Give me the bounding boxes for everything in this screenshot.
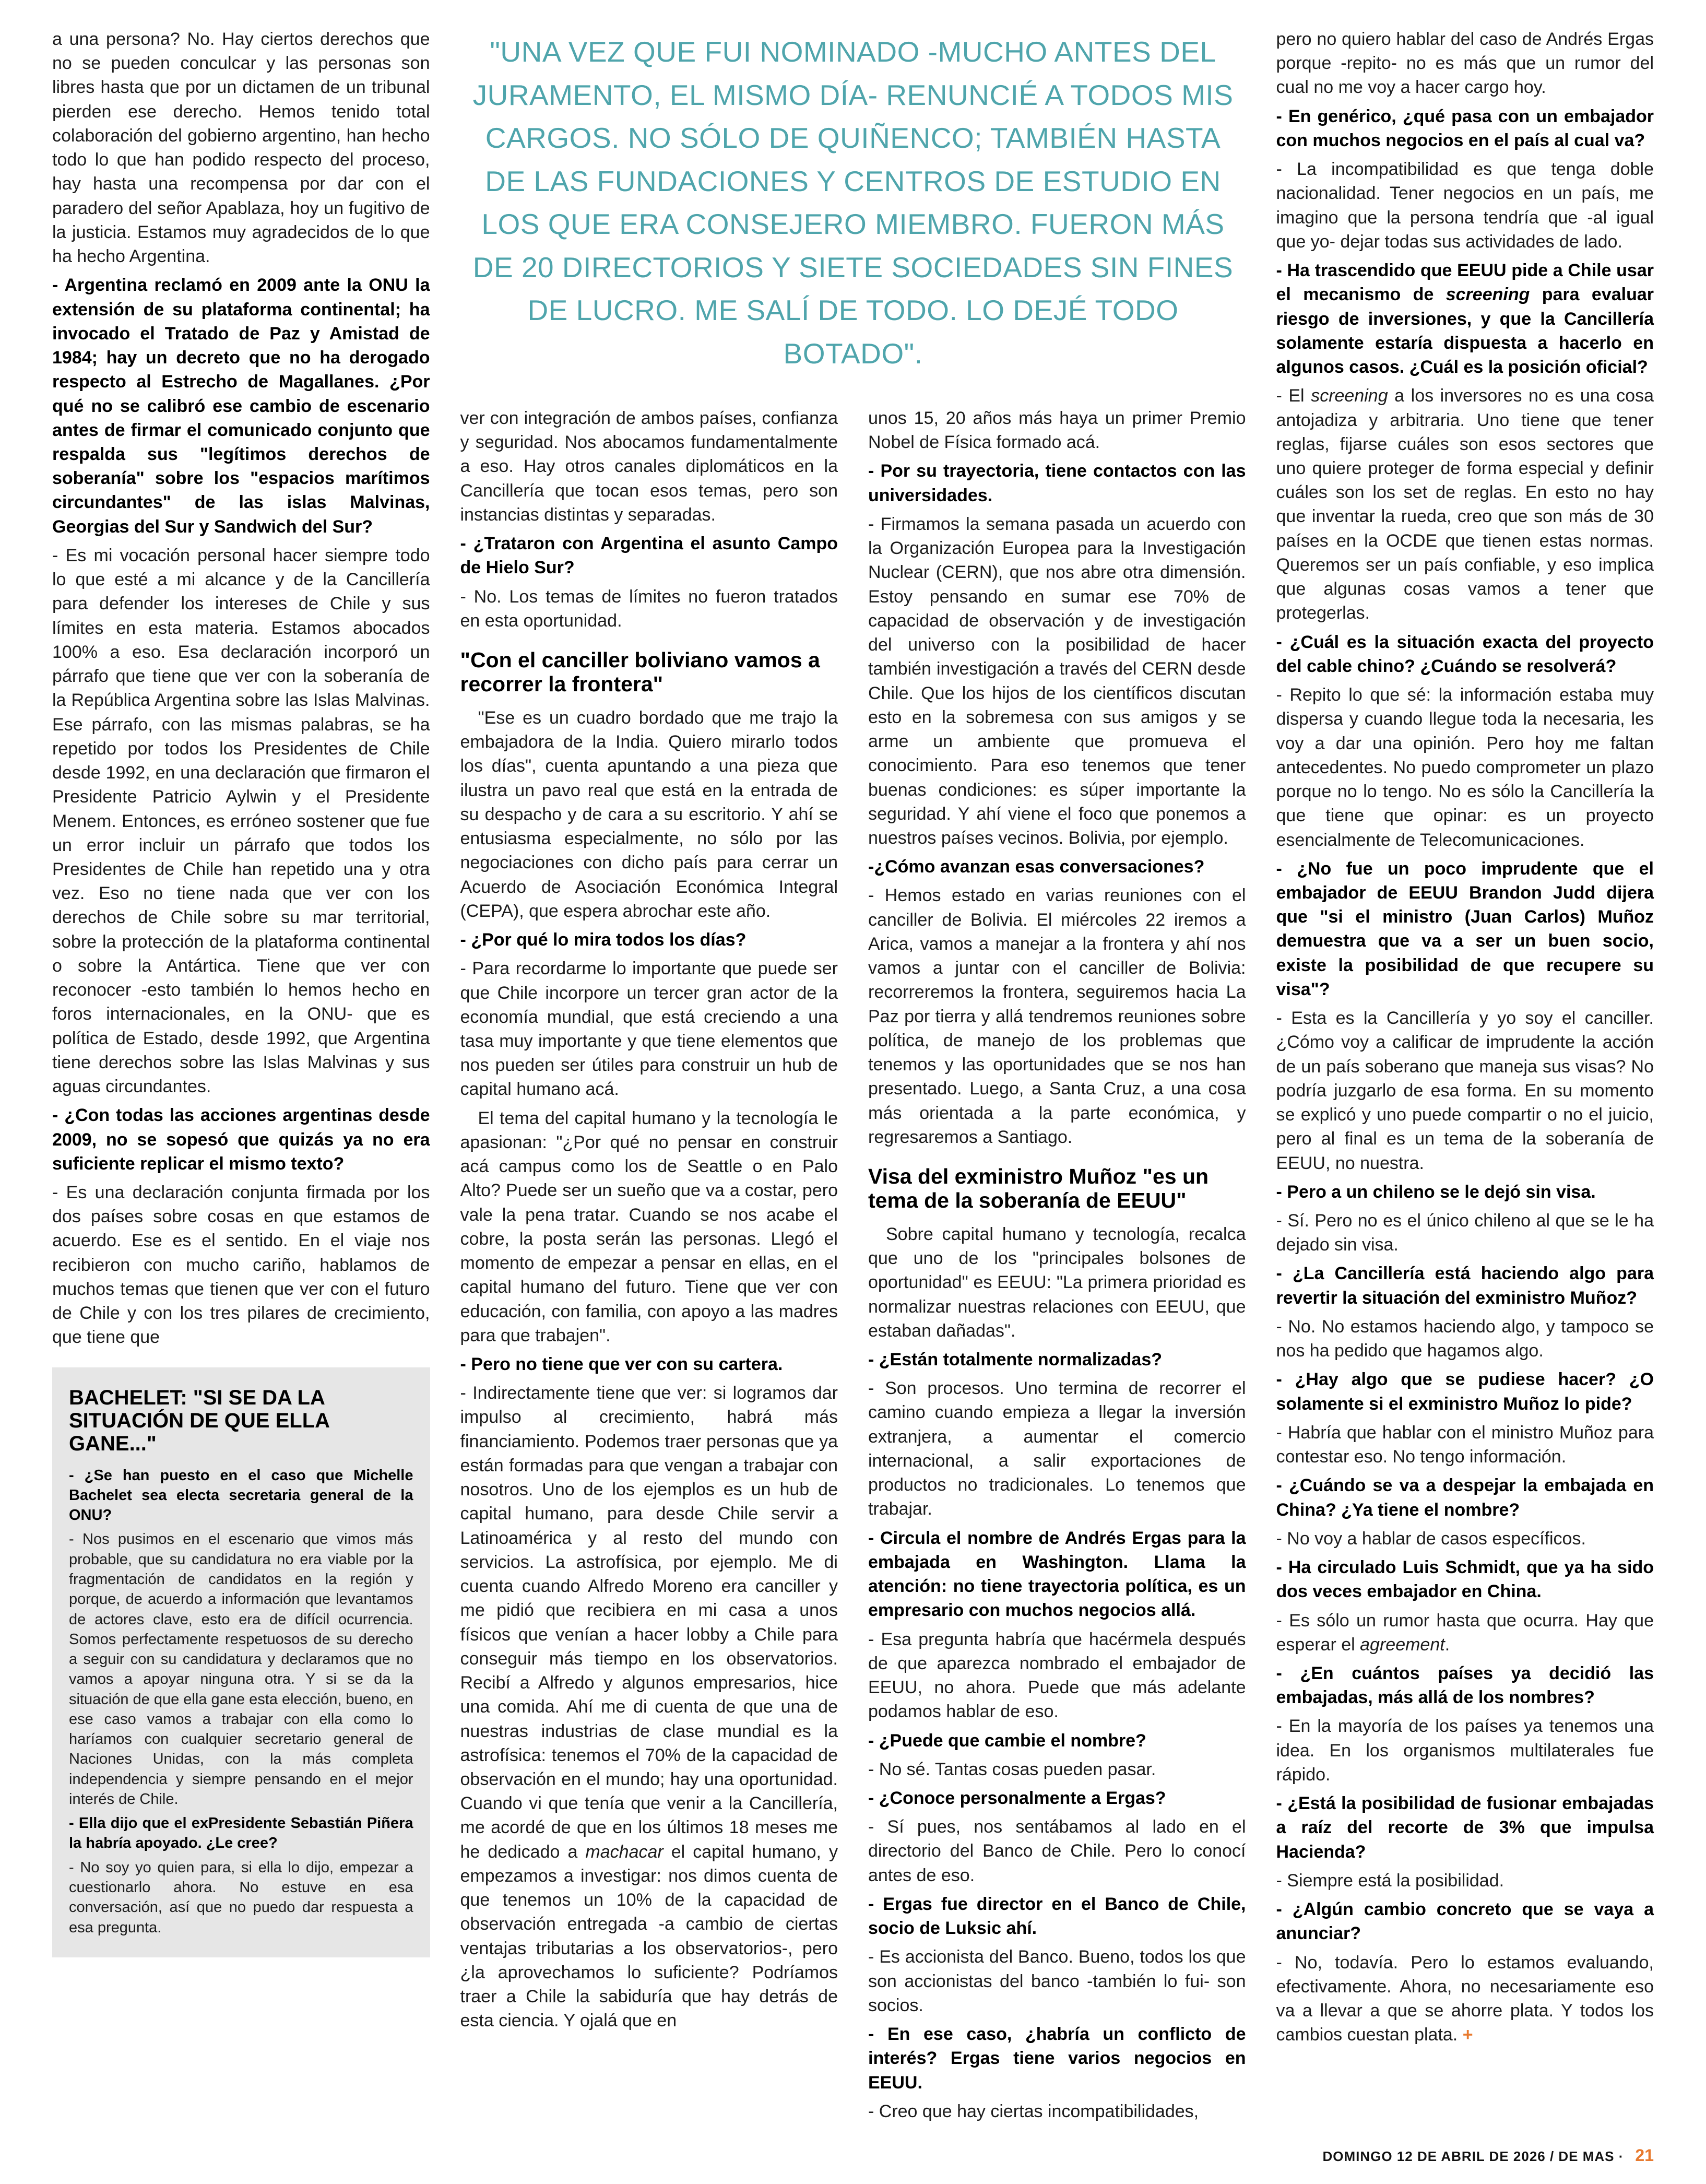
answer-paragraph: - Nos pusimos en el escenario que vimos más probable, que su candidatura no era viable por la fragmentación de candidatos en la región y porque, de acuerdo a información que levantamos de actores clave, esto era de difícil ocurrencia. Somos perfectamente respetuosos de su derecho a seguir con su candidatura y declaramos que no vamos a apoyar ninguna otra. Y si se da la situación de que ella gane esta elección, bueno, en ese caso vamos a trabajar con ella como lo haríamos con cualquier secretario general de Naciones Unidas, con la más completa independencia y siempre pensando en el mejor interés de Chile. bbox=[69, 1531, 413, 1808]
answer-paragraph: - Sí. Pero no es el único chileno al que se le ha dejado sin visa. bbox=[1276, 1211, 1654, 1255]
answer-paragraph: - Esa pregunta habría que hacérmela después de que aparezca nombrado el embajador de EEUU, no ahora. Puede que más adelante podamos hablar de eso. bbox=[868, 1629, 1246, 1722]
footer-dateline: DOMINGO 12 DE ABRIL DE 2026 / DE MAS · bbox=[1322, 2148, 1624, 2165]
question-paragraph: - ¿Hay algo que se pudiese hacer? ¿O solamente si el exministro Muñoz lo pide? bbox=[1276, 1370, 1654, 1414]
answer-paragraph: - El screening a los inversores no es una cosa antojadiza y arbitraria. Uno tiene que tener reglas, fijarse cuáles son esos sectores que uno quiere proteger de forma especial y definir cuáles son los set de reglas. En esto no hay que inventar la rueda, creo que son más de 30 países en la OCDE que tienen estas normas. Queremos ser un país confiable, y eso implica que algunas cosas vamos a tener que protegerlas. bbox=[1276, 386, 1654, 623]
answer-paragraph: a una persona? No. Hay ciertos derechos que no se pueden conculcar y las personas son libres hasta que por un dictamen de un tribunal pierden ese derecho. Hemos tenido total colaboración del gobierno argentino, han hecho todo lo que han podido respecto del proceso, hay hasta una recompensa por dar con el paradero del señor Apablaza, hoy un fugitivo de la justicia. Estamos muy agradecidos de lo que ha hecho Argentina. bbox=[52, 29, 430, 267]
question-paragraph: - Circula el nombre de Andrés Ergas para la embajada en Washington. Llama la atención: no tiene trayectoria política, es un empresario con muchos negocios allá. bbox=[868, 1528, 1246, 1621]
answer-paragraph: - Son procesos. Uno termina de recorrer el camino cuando empieza a llegar la inversión extranjera, a aumentar el comercio internacional, a salir exportaciones de productos no tradicionales. Lo tenemos que trabajar. bbox=[868, 1378, 1246, 1519]
answer-paragraph: pero no quiero hablar del caso de Andrés Ergas porque -repito- no es más que un rumor del cual no me voy a hacer cargo hoy. bbox=[1276, 29, 1654, 98]
question-paragraph: - ¿Cuándo se va a despejar la embajada en China? ¿Ya tiene el nombre? bbox=[1276, 1475, 1654, 1520]
answer-paragraph: ver con integración de ambos países, confianza y seguridad. Nos abocamos fundamentalmente a eso. Hay otros canales diplomáticos en la Cancillería que tocan esos temas, pero son instancias distintas y separadas. bbox=[460, 408, 838, 525]
question-paragraph: - En genérico, ¿qué pasa con un embajador con muchos negocios en el país al cual va? bbox=[1276, 106, 1654, 150]
question-paragraph: - ¿Algún cambio concreto que se vaya a anunciar? bbox=[1276, 1899, 1654, 1944]
answer-paragraph: - Para recordarme lo importante que puede ser que Chile incorpore un tercer gran actor de la economía mundial, que está creciendo a una tasa muy importante y que tiene elementos que nos pueden ser útiles para construir un hub de capital humano acá. bbox=[460, 959, 838, 1100]
answer-paragraph: - Esta es la Cancillería y yo soy el canciller. ¿Cómo voy a calificar de imprudente la acción de un país soberano que maneja sus visas? No podría juzgarlo de esa forma. En su momento se explicó y uno puede compartir o no el juicio, pero al final es un tema de la soberanía de EEUU, no nuestra. bbox=[1276, 1008, 1654, 1173]
question-paragraph: - Por su trayectoria, tiene contactos con las universidades. bbox=[868, 461, 1246, 505]
answer-paragraph: - No voy a hablar de casos específicos. bbox=[1276, 1528, 1586, 1549]
answer-paragraph: - Es una declaración conjunta firmada por los dos países sobre cosas en que estamos de acuerdo. Ese es el sentido. En el viaje nos recibieron con mucho cariño, hablamos de muchos temas que tienen que ver con el futuro de Chile y con los tres pilares de crecimiento, que tiene que bbox=[52, 1183, 430, 1348]
question-paragraph: - Pero a un chileno se le dejó sin visa. bbox=[1276, 1182, 1596, 1202]
question-paragraph: - Ha circulado Luis Schmidt, que ya ha sido dos veces embajador en China. bbox=[1276, 1557, 1654, 1602]
question-paragraph: - ¿Se han puesto en el caso que Michelle Bachelet sea electa secretaria general de la ONU? bbox=[69, 1467, 413, 1524]
question-paragraph: - ¿Conoce personalmente a Ergas? bbox=[868, 1788, 1166, 1808]
question-paragraph: - ¿Puede que cambie el nombre? bbox=[868, 1730, 1146, 1751]
answer-paragraph: - En la mayoría de los países ya tenemos una idea. En los organismos multilaterales fue rápido. bbox=[1276, 1716, 1654, 1785]
column-1-text bbox=[52, 27, 430, 1350]
article-end-mark: + bbox=[1458, 2025, 1473, 2045]
question-paragraph: -¿Cómo avanzan esas conversaciones? bbox=[868, 857, 1205, 877]
question-paragraph: - ¿Por qué lo mira todos los días? bbox=[460, 930, 747, 950]
question-paragraph: - ¿Cuál es la situación exacta del proyecto del cable chino? ¿Cuándo se resolverá? bbox=[1276, 632, 1654, 676]
narrative-paragraph: "Ese es un cuadro bordado que me trajo la embajadora de la India. Quiero mirarlo todos los días", cuenta apuntando a una pieza que ilustra un pavo real que está en la entrada de su despacho y de cara a su escritorio. Y ahí se entusiasma especialmente, no sólo por las negociaciones con dicho país para cerrar un Acuerdo de Asociación Económica Integral (CEPA), que espera abrochar este año. bbox=[460, 707, 838, 921]
answer-paragraph: - Repito lo que sé: la información estaba muy dispersa y cuando llegue toda la necesaria, les voy a dar una opinión. Pero hoy me faltan antecedentes. No puedo comprometer un plazo porque no lo tengo. No es sólo la Cancillería la que tiene que opinar: es un proyecto esencialmente de Telecomunicaciones. bbox=[1276, 685, 1654, 850]
question-paragraph: - Ella dijo que el exPresidente Sebastián Piñera la habría apoyado. ¿Le cree? bbox=[69, 1815, 413, 1852]
section-heading: "Con el canciller boliviano vamos a recorrer la frontera" bbox=[460, 648, 820, 696]
question-paragraph: - ¿Trataron con Argentina el asunto Campo de Hielo Sur? bbox=[460, 534, 838, 578]
section-heading: Visa del exministro Muñoz "es un tema de la soberanía de EEUU" bbox=[868, 1164, 1209, 1212]
article-grid bbox=[52, 27, 1654, 2128]
answer-paragraph: unos 15, 20 años más haya un primer Premio Nobel de Física formado acá. bbox=[868, 408, 1246, 453]
answer-paragraph: - Siempre está la posibilidad. bbox=[1276, 1870, 1504, 1891]
bachelet-box-title: BACHELET: "SI SE DA LA SITUACIÓN DE QUE ELLA GANE..." bbox=[69, 1386, 329, 1455]
question-paragraph: - ¿No fue un poco imprudente que el embajador de EEUU Brandon Judd dijera que "si el ministro (Juan Carlos) Muñoz demuestra que va a ser un buen socio, existe la posibilidad de que recupere su visa"? bbox=[1276, 858, 1654, 999]
answer-paragraph: - No sé. Tantas cosas pueden pasar. bbox=[868, 1759, 1156, 1779]
answer-paragraph: - Es sólo un rumor hasta que ocurra. Hay que esperar el agreement. bbox=[1276, 1610, 1654, 1655]
narrative-paragraph: El tema del capital humano y la tecnología le apasionan: "¿Por qué no pensar en construir acá campus como los de Seattle o en Palo Alto? Puede ser un sueño que va a costar, pero vale la pena tratar. Cuando se nos acabe el cobre, la posta serán las personas. Llegó el momento de empezar a pensar en ellas, en el capital humano del futuro. Tiene que ver con educación, con familia, con apoyo a las madres para que trabajen". bbox=[460, 1108, 838, 1345]
answer-paragraph: - La incompatibilidad es que tenga doble nacionalidad. Tener negocios en un país, me imagino que la persona tendría que -al igual que yo- dejar todas sus actividades de lado. bbox=[1276, 159, 1654, 252]
pull-quote-region bbox=[460, 27, 1246, 406]
question-paragraph: - ¿Con todas las acciones argentinas desde 2009, no se sopesó que quizás ya no era suficiente replicar el mismo texto? bbox=[52, 1105, 430, 1174]
answer-paragraph: - Indirectamente tiene que ver: si logramos dar impulso al crecimiento, habrá más financiamiento. Podemos traer personas que ya están formadas para que vengan a trabajar con nosotros. Uno de los ejemplos es un hub de capital humano, para desde Chile servir a Latinoamérica y al resto del mundo con servicios. La astrofísica, por ejemplo. Me di cuenta cuando Alfredo Moreno era canciller y me pidió que recibiera en mi casa a unos físicos que venían a hacer lobby a Chile para conseguir más tiempo en los observatorios. Recibí a Alfredo y algunos empresarios, hice una comida. Ahí me di cuenta de que una de nuestras industrias de clase mundial es la astrofísica: tenemos el 70% de la capacidad de observación en el mundo; hay una oportunidad. Cuando vi que tenía que venir a la Cancillería, me acordé de que en los últimos 18 meses me he dedicado a machacar el capital humano, y empezamos a investigar: nos dimos cuenta de que tenemos un 10% de la capacidad de observación entregada -a cambio de ciertas ventajas tributarias a los observatorios-, pero ¿la aprovechamos lo suficiente? Podríamos traer a Chile la sabiduría que hay detrás de esta ciencia. Y ojalá que en bbox=[460, 1383, 838, 2031]
answer-paragraph: - Es mi vocación personal hacer siempre todo lo que esté a mi alcance y de la Cancillería para defender los intereses de Chile y sus límites en esta materia. Estamos abocados 100% a eso. Esa declaración incorporó un párrafo que tiene que ver con la soberanía de la República Argentina sobre las Islas Malvinas. Ese párrafo, con las mismas palabras, se ha repetido por todos los Presidentes de Chile desde 1992, en una declaración que firmaron el Presidente Patricio Aylwin y el Presidente Menem. Entonces, es erróneo sostener que fue un error incluir un párrafo que todos los Presidentes de Chile han repetido una y otra vez. Eso no tiene nada que ver con los derechos de Chile sobre su mar territorial, sobre la protección de la plataforma continental o sobre la Antártica. Tiene que ver con reconocer -esto también lo hemos hecho en foros internacionales, en la ONU- que es política de Estado, desde 1992, que Argentina tiene derechos sobre las Islas Malvinas y sus aguas circundantes. bbox=[52, 545, 430, 1097]
question-paragraph: - ¿Está la posibilidad de fusionar embajadas a raíz del recorte de 3% que impulsa Hacienda? bbox=[1276, 1793, 1654, 1862]
footer-page-number: 21 bbox=[1635, 2146, 1654, 2165]
column-4 bbox=[1276, 27, 1654, 2128]
answer-paragraph: - Es accionista del Banco. Bueno, todos los que son accionistas del banco -también lo fui- son socios. bbox=[868, 1947, 1246, 2015]
column-2 bbox=[460, 406, 838, 2128]
question-paragraph: - Pero no tiene que ver con su cartera. bbox=[460, 1354, 783, 1375]
answer-paragraph: - Firmamos la semana pasada un acuerdo con la Organización Europea para la Investigación Nuclear (CERN), que nos abre otra dimensión. Estoy pensando en sumar ese 70% de capacidad de observación y de investigación del universo con la posibilidad de hacer también investigación a través del CERN desde Chile. Que los hijos de los científicos discutan esto en la sobremesa con sus amigos y se arme un ambiente que promueva el conocimiento. Para eso tenemos que tener buenas condiciones: es súper importante la seguridad. Y ahí viene el foco que ponemos a nuestros países vecinos. Bolivia, por ejemplo. bbox=[868, 514, 1246, 848]
narrative-paragraph: Sobre capital humano y tecnología, recalca que uno de los "principales bolsones de oportunidad" es EEUU: "La primera prioridad es normalizar nuestras relaciones con EEUU, que estaban dañadas". bbox=[868, 1224, 1246, 1341]
column-1 bbox=[52, 27, 430, 2128]
question-paragraph: - ¿Están totalmente normalizadas? bbox=[868, 1350, 1162, 1370]
answer-paragraph: - No, todavía. Pero lo estamos evaluando, efectivamente. Ahora, no necesariamente eso va a llevar a que se ahorre plata. Y todos los cambios cuestan plata. + bbox=[1276, 1952, 1654, 2045]
question-paragraph: - Argentina reclamó en 2009 ante la ONU la extensión de su plataforma continental; ha invocado el Tratado de Paz y Amistad de 1984; hay un decreto que no ha derogado respecto al Estrecho de Magallanes. ¿Por qué no se calibró ese cambio de escenario antes de firmar el comunicado conjunto que respalda sus "legítimos derechos de soberanía" sobre los "espacios marítimos circundantes" de las islas Malvinas, Georgias del Sur y Sandwich del Sur? bbox=[52, 275, 430, 537]
answer-paragraph: - Habría que hablar con el ministro Muñoz para contestar eso. No tengo información. bbox=[1276, 1422, 1654, 1467]
pull-quote: "UNA VEZ QUE FUI NOMINADO -MUCHO ANTES DEL JURAMENTO, EL MISMO DÍA- RENUNCIÉ A TODOS MIS CARGOS. NO SÓLO DE QUIÑENCO; TAMBIÉN HASTA DE LAS FUNDACIONES Y CENTROS DE ESTUDIO EN LOS QUE ERA CONSEJERO MIEMBRO. FUERON MÁS DE 20 DIRECTORIOS Y SIETE SOCIEDADES SIN FINES DE LUCRO. ME SALÍ DE TODO. LO DEJÉ TODO BOTADO". bbox=[472, 36, 1234, 370]
answer-paragraph: - No soy yo quien para, si ella lo dijo, empezar a cuestionarlo ahora. No estuve en esa conversación, así que no puedo dar respuesta a esa pregunta. bbox=[69, 1859, 413, 1936]
column-3 bbox=[868, 406, 1246, 2128]
bachelet-box-text bbox=[69, 1466, 413, 1938]
question-paragraph: - Ergas fue director en el Banco de Chile, socio de Luksic ahí. bbox=[868, 1894, 1246, 1939]
bachelet-box bbox=[52, 1367, 430, 1957]
question-paragraph: - En ese caso, ¿habría un conflicto de interés? Ergas tiene varios negocios en EEUU. bbox=[868, 2024, 1246, 2093]
page-footer bbox=[52, 2146, 1654, 2165]
answer-paragraph: - Sí pues, nos sentábamos al lado en el directorio del Banco de Chile. Pero lo conocí antes de eso. bbox=[868, 1817, 1246, 1885]
question-paragraph: - ¿En cuántos países ya decidió las embajadas, más allá de los nombres? bbox=[1276, 1663, 1654, 1708]
answer-paragraph: - No. Los temas de límites no fueron tratados en esta oportunidad. bbox=[460, 586, 838, 631]
answer-paragraph: - No. No estamos haciendo algo, y tampoco se nos ha pedido que hagamos algo. bbox=[1276, 1316, 1654, 1361]
answer-paragraph: - Creo que hay ciertas incompatibilidades, bbox=[868, 2101, 1199, 2121]
question-paragraph: - Ha trascendido que EEUU pide a Chile usar el mecanismo de screening para evaluar riesgo de inversiones, y que la Cancillería solamente estaría dispuesta a hacerlo en algunos casos. ¿Cuál es la posición oficial? bbox=[1276, 261, 1654, 377]
question-paragraph: - ¿La Cancillería está haciendo algo para revertir la situación del exministro Muñoz? bbox=[1276, 1264, 1654, 1308]
answer-paragraph: - Hemos estado en varias reuniones con el canciller de Bolivia. El miércoles 22 iremos a Arica, vamos a manejar a la frontera y ahí nos vamos a juntar con el canciller de Bolivia: recorreremos la frontera, seguiremos hacia La Paz por tierra y allá tendremos reuniones sobre política, de manejo de los problemas que tenemos y las oportunidades que se nos han presentado. Luego, a Santa Cruz, a una cosa más orientada a la parte económica, y regresaremos a Santiago. bbox=[868, 886, 1246, 1147]
